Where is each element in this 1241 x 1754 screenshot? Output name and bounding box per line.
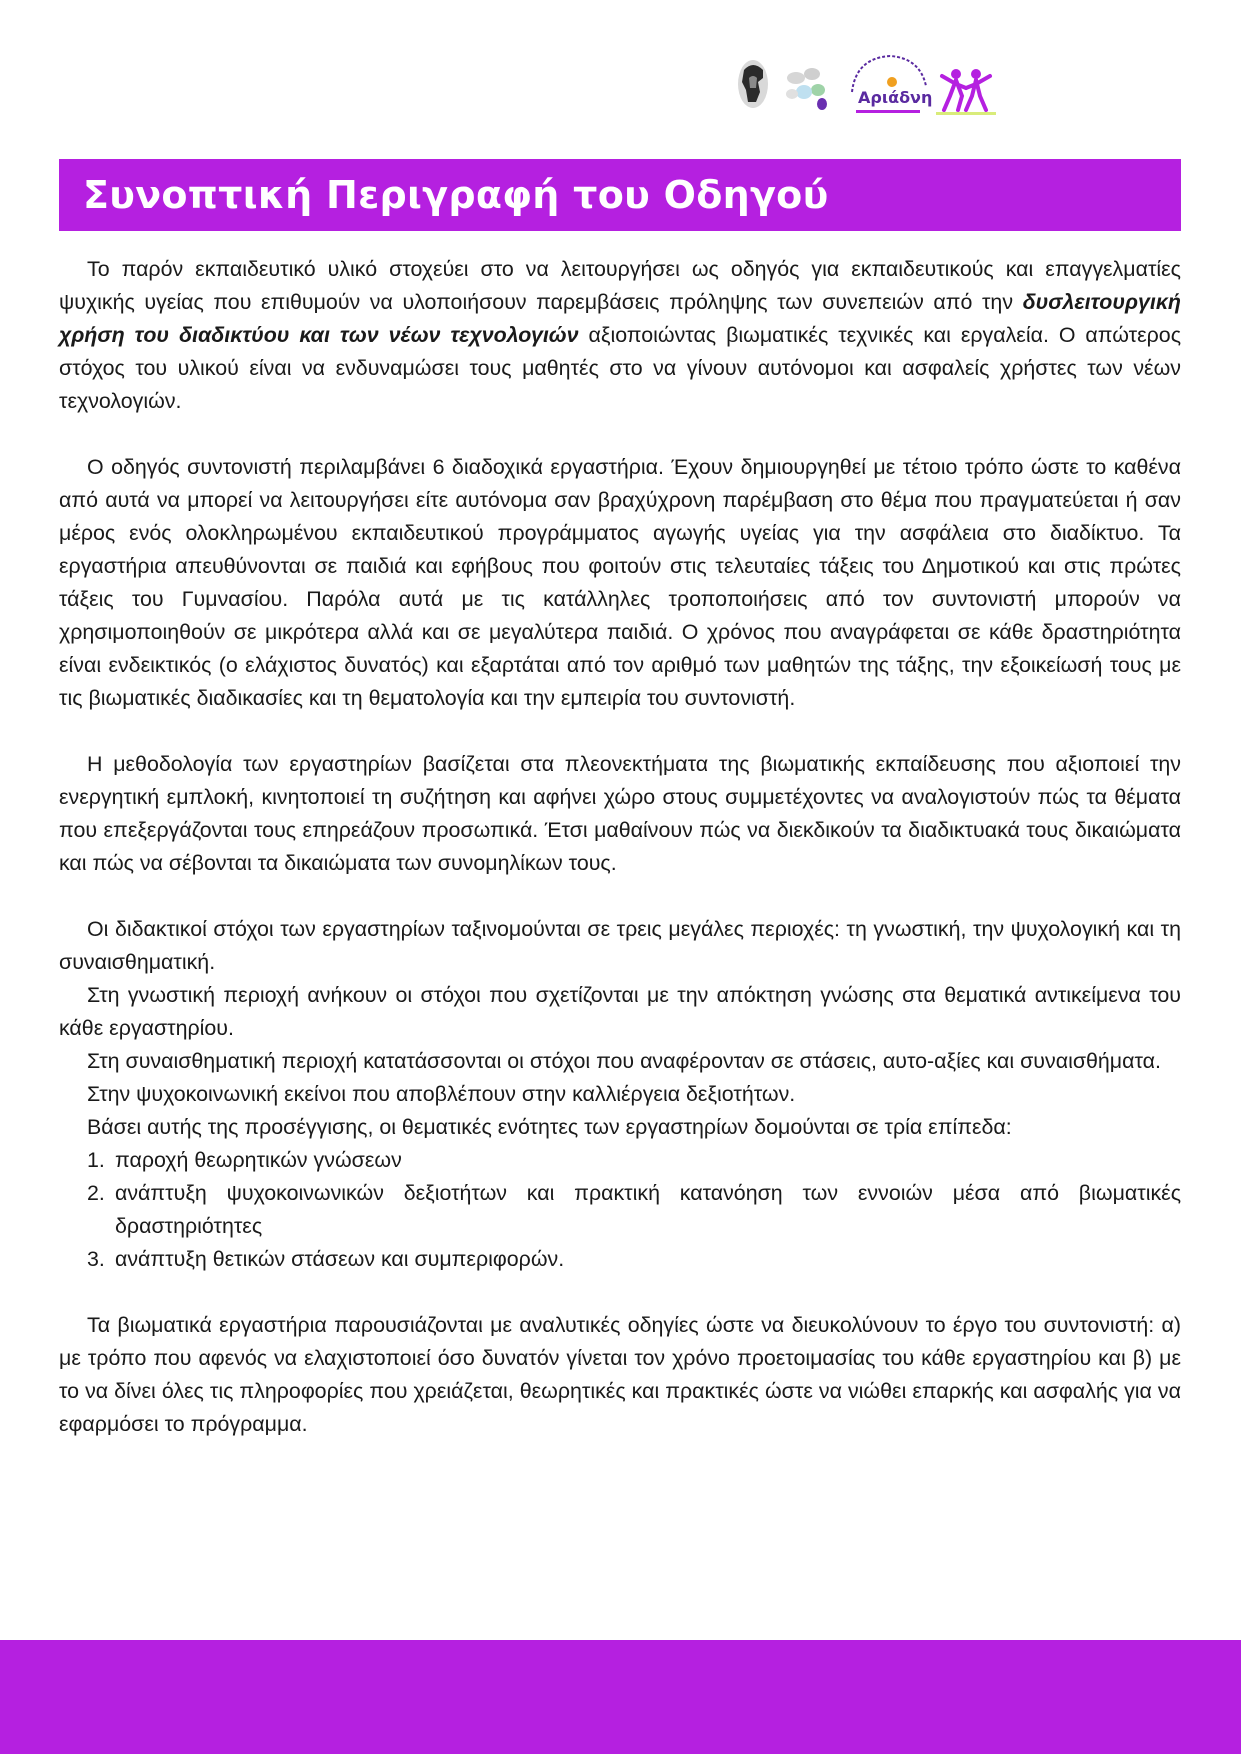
list-item-text: ανάπτυξη ψυχοκοινωνικών δεξιοτήτων και πρακτική κατανόηση των εννοιών μέσα από βιωματικές δραστηριότητες bbox=[115, 1181, 1181, 1238]
paragraph-intro-end: αξιοποιώντας βιωματικές τεχνικές και εργαλεία. Ο απώτερος στόχος του υλικού είναι να ενδυναμώσει τους μαθητές στο να γίνουν αυτόνομοι και ασφαλείς χρήστες των νέων τεχνολογιών. bbox=[59, 323, 1182, 413]
paragraph-levels-intro: Βάσει αυτής της προσέγγισης, οι θεματικές ενότητες των εργαστηρίων δομούνται σε τρία επίπεδα: bbox=[87, 1115, 1012, 1139]
paragraph-intro-start: Το παρόν εκπαιδευτικό υλικό στοχεύει στο να λειτουργήσει ως οδηγός για εκπαιδευτικούς και επαγγελματίες ψυχικής υγείας που επιθυμούν να υλοποιήσουν παρεμβάσεις πρόληψης των συνεπειών από την bbox=[59, 257, 1181, 314]
paragraph-objectives: Οι διδακτικοί στόχοι των εργαστηρίων ταξινομούνται σε τρεις μεγάλες περιοχές: τη γνωστική, την ψυχολογική και τη συναισθηματική. bbox=[59, 917, 1181, 974]
page-title: Συνοπτική Περιγραφή του Οδηγού bbox=[83, 173, 829, 217]
list-item bbox=[59, 1243, 1181, 1276]
list-item-number: 2. bbox=[87, 1181, 105, 1205]
petals-logo bbox=[782, 64, 834, 112]
paragraph-guide: Ο οδηγός συντονιστή περιλαμβάνει 6 διαδοχικά εργαστήρια. Έχουν δημιουργηθεί με τέτοιο τρόπο ώστε το καθένα από αυτά να μπορεί να λειτουργήσει είτε αυτόνομα σαν βραχύχρονη παρέμβαση στο θέμα που πραγματεύεται ή σαν μέρος ενός ολοκληρωμένου εκπαιδευτικού προγράμματος αγωγής υγείας για την ασφάλεια στο διαδίκτυο. Τα εργαστήρια απευθύνονται σε παιδιά και εφήβους που φοιτούν στις τελευταίες τάξεις του Δημοτικού και στις πρώτες τάξεις του Γυμνασίου. Παρόλα αυτά με τις κατάλληλες τροποποιήσεις από τον συντονιστή μπορούν να χρησιμοποιηθούν σε μικρότερα αλλά και σε μεγαλύτερα παιδιά. Ο χρόνος που αναγράφεται σε κάθε δραστηριότητα είναι ενδεικτικός (ο ελάχιστος δυνατός) και εξαρτάται από τον αριθμό των μαθητών της τάξης, την εξοικείωσή τους με τις βιωματικές διαδικασίες και τη θεματολογία και την εμπειρία του συντονιστή. bbox=[59, 455, 1181, 710]
header-logos bbox=[736, 52, 1056, 124]
body-text bbox=[59, 253, 1181, 1441]
emphasis-phrase: δυσλειτουργική χρήση του διαδικτύου και των νέων τεχνολογιών bbox=[59, 290, 1181, 347]
ariadne-arc-icon bbox=[846, 52, 933, 122]
list-item-number: 3. bbox=[87, 1247, 105, 1271]
list-item-text: παροχή θεωρητικών γνώσεων bbox=[115, 1148, 402, 1172]
list-item-text: ανάπτυξη θετικών στάσεων και συμπεριφορών. bbox=[115, 1247, 565, 1271]
ariadne-logo bbox=[846, 52, 933, 122]
footer-bar bbox=[0, 1640, 1241, 1754]
list-item bbox=[59, 1144, 1181, 1177]
list-item-number: 1. bbox=[87, 1148, 105, 1172]
dancing-figures-logo bbox=[936, 66, 996, 116]
paragraph-intro bbox=[59, 253, 1181, 418]
paragraph-workshops: Τα βιωματικά εργαστήρια παρουσιάζονται με αναλυτικές οδηγίες ώστε να διευκολύνουν το έργο του συντονιστή: α) με τρόπο που αφενός να ελαχιστοποιεί όσο δυνατόν γίνεται τον χρόνο προετοιμασίας του κάθε εργαστηρίου και β) με το να δίνει όλες τις πληροφορίες που χρειάζεται, θεωρητικές και πρακτικές ώστε να νιώθει επαρκής και ασφαλής για να εφαρμόσει το πρόγραμμα. bbox=[59, 1313, 1181, 1436]
paragraph-emotional: Στη συναισθηματική περιοχή κατατάσσονται οι στόχοι που αναφέρονταν σε στάσεις, αυτο-αξίες και συναισθήματα. bbox=[87, 1049, 1161, 1073]
paragraph-methodology: Η μεθοδολογία των εργαστηρίων βασίζεται στα πλεονεκτήματα της βιωματικής εκπαίδευσης που αξιοποιεί την ενεργητική εμπλοκή, κινητοποιεί τη συζήτηση και αφήνει χώρο στους συμμετέχοντες να αναλογιστούν πώς τα θέματα που επεξεργάζονται τους επηρεάζουν προσωπικά. Έτσι μαθαίνουν πώς να διεκδικούν τα διαδικτυακά τους δικαιώματα και πώς να σέβονται τα δικαιώματα των συνομηλίκων τους. bbox=[59, 752, 1181, 875]
ariadne-logo-text: Αριάδνη bbox=[858, 88, 933, 107]
greek-head-emblem-logo bbox=[736, 58, 770, 110]
paragraph-psychosocial: Στην ψυχοκοινωνική εκείνοι που αποβλέπουν στην καλλιέργεια δεξιοτήτων. bbox=[87, 1082, 796, 1106]
levels-list bbox=[59, 1144, 1181, 1276]
paragraph-cognitive: Στη γνωστική περιοχή ανήκουν οι στόχοι που σχετίζονται με την απόκτηση γνώσης στα θεματικά αντικείμενα του κάθε εργαστηρίου. bbox=[59, 983, 1181, 1040]
title-bar bbox=[59, 159, 1181, 231]
list-item bbox=[59, 1177, 1181, 1243]
